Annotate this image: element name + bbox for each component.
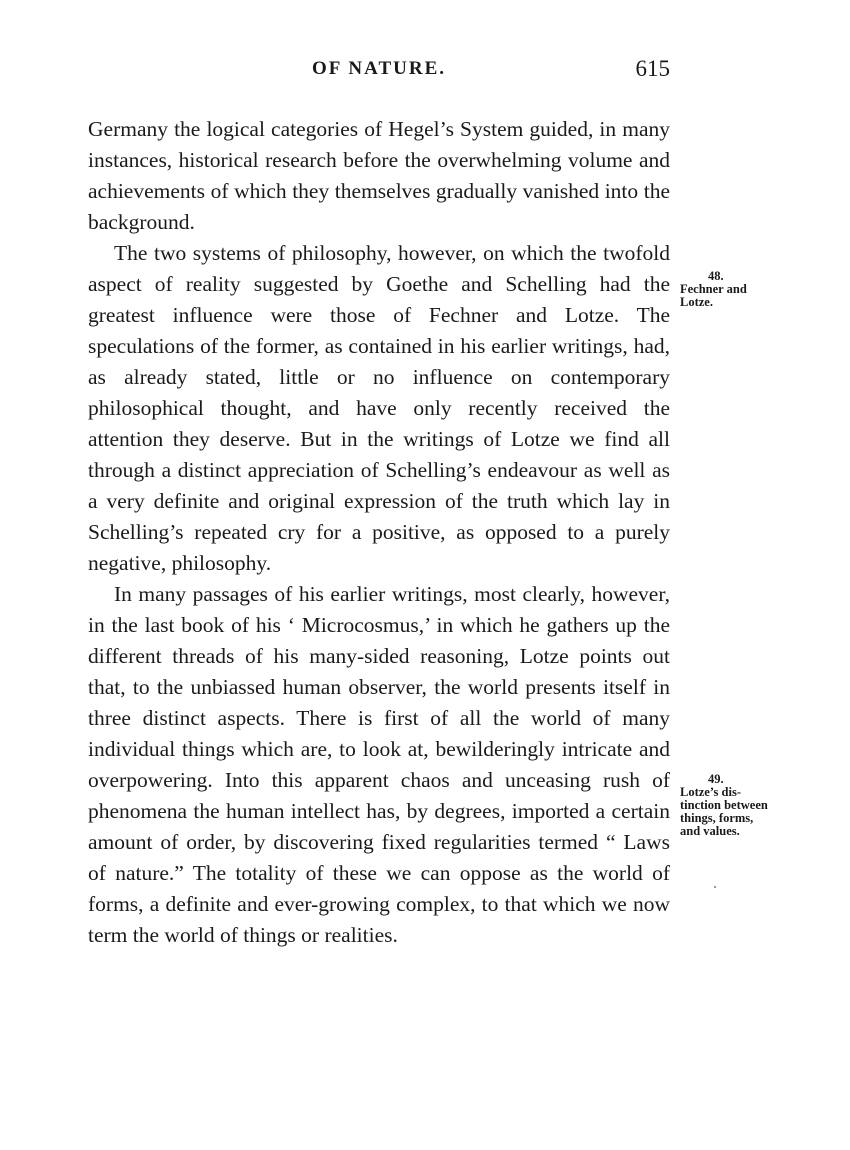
sidenote-49 — [680, 773, 772, 838]
page-number: 615 — [635, 56, 670, 81]
body-text — [88, 114, 670, 951]
paragraph: Germany the logical categories of Hegel’s System guided, in many instances, historical research before the overwhelming volume and achievements of which they themselves gradually vanished into the background. — [88, 117, 670, 234]
sidenote-number: 48. — [708, 269, 724, 283]
sidenote-number: 49. — [708, 772, 724, 786]
ink-speck — [714, 886, 716, 888]
sidenote-text: Lotze’s distinction between things, forms, and values. — [680, 785, 768, 838]
paragraph: In many passages of his earlier writings, most clearly, however, in the last book of his ‘ Microcosmus,’ in which he gathers up the different threads of his many-sided reasoning, Lotze points out that, to the unbiassed human observer, the world presents itself in three distinct aspects. There is first of all the world of many individual things which are, to look at, bewilderingly intricate and overpowering. Into this apparent chaos and unceasing rush of phenomena the human intellect has, by degrees, imported a certain amount of order, by discovering fixed regularities termed “ Laws of nature.” The totality of these we can oppose as the world of forms, a definite and ever-growing complex, to that which we now term the world of things or realities. — [88, 582, 670, 947]
running-title: OF NATURE. — [312, 58, 446, 79]
paragraph: The two systems of philosophy, however, on which the twofold aspect of reality suggested by Goethe and Schelling had the greatest influence were those of Fechner and Lotze. The speculations of the former, as contained in his earlier writings, had, as already stated, little or no influence on contemporary philosophical thought, and have only recently received the attention they deserve. But in the writings of Lotze we find all through a distinct appreciation of Schelling’s endeavour as well as a very definite and original expression of the truth which lay in Schelling’s repeated cry for a positive, as opposed to a purely negative, philosophy. — [88, 241, 670, 575]
sidenote-48 — [680, 270, 772, 309]
running-head — [88, 58, 670, 90]
sidenote-text: Fechner and Lotze. — [680, 282, 747, 309]
